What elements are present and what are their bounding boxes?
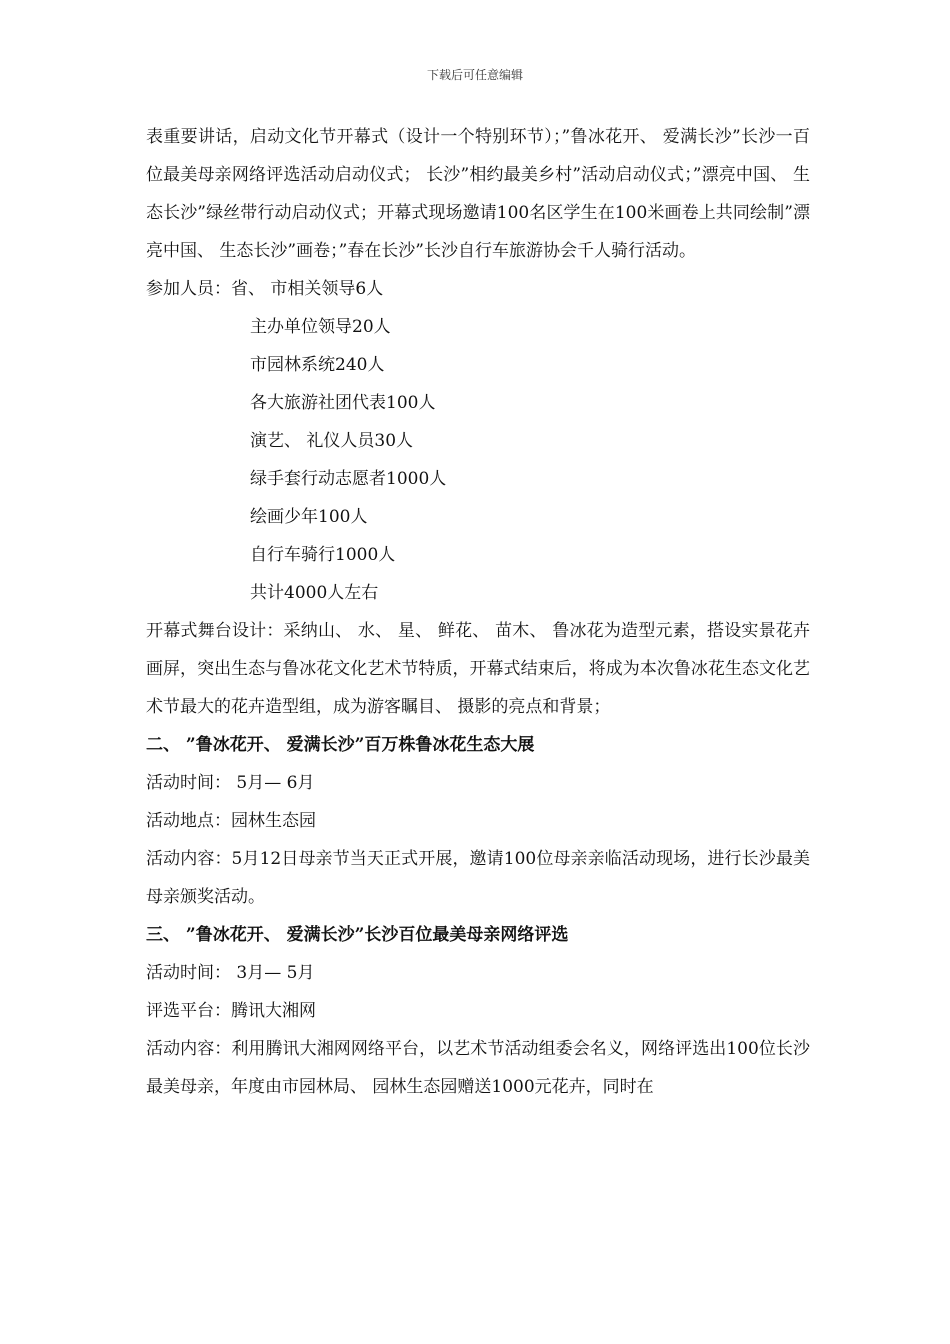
- document-body: [146, 118, 810, 1106]
- section-3-platform: 评选平台：腾讯大湘网: [146, 1001, 316, 1021]
- participant-item: 绘画少年100人: [250, 507, 368, 527]
- section-2-heading: 二、 ”鲁冰花开、 爱满长沙”百万株鲁冰花生态大展: [146, 735, 535, 755]
- opening-ceremony-paragraph: 表重要讲话，启动文化节开幕式（设计一个特别环节）；”鲁冰花开、 爱满长沙”长沙一百位最美母亲网络评选活动启动仪式； 长沙”相约最美乡村”活动启动仪式；”漂亮中国、 生态长沙”绿丝带行动启动仪式；开幕式现场邀请100名区学生在100米画卷上共同绘制”漂亮中国、 生态长沙”画卷；”春在长沙”长沙自行车旅游协会千人骑行活动。: [146, 127, 810, 261]
- page-header: 下载后可任意编辑: [426, 68, 523, 82]
- participant-item: 省、 市相关领导6人: [231, 279, 384, 299]
- section-2-time: 活动时间： 5月— 6月: [146, 773, 315, 793]
- section-3-time: 活动时间： 3月— 5月: [146, 963, 315, 983]
- stage-design-paragraph: 开幕式舞台设计：采纳山、 水、 星、 鲜花、 苗木、 鲁冰花为造型元素，搭设实景花卉画屏，突出生态与鲁冰花文化艺术节特质，开幕式结束后，将成为本次鲁冰花生态文化艺术节最大的花卉造型组，成为游客瞩目、 摄影的亮点和背景；: [146, 621, 810, 717]
- participant-item: 主办单位领导20人: [250, 317, 391, 337]
- participant-item: 演艺、 礼仪人员30人: [250, 431, 414, 451]
- participant-item: 自行车骑行1000人: [250, 545, 396, 565]
- participants-row: [146, 270, 810, 308]
- section-3-content: 活动内容：利用腾讯大湘网网络平台，以艺术节活动组委会名义，网络评选出100位长沙最美母亲，年度由市园林局、 园林生态园赠送1000元花卉，同时在: [146, 1039, 810, 1097]
- section-2-content: 活动内容：5月12日母亲节当天正式开展，邀请100位母亲亲临活动现场，进行长沙最美母亲颁奖活动。: [146, 849, 810, 907]
- participant-item: 绿手套行动志愿者1000人: [250, 469, 447, 489]
- section-2-place: 活动地点：园林生态园: [146, 811, 316, 831]
- participants-label: 参加人员：: [146, 279, 231, 299]
- section-3-heading: 三、 ”鲁冰花开、 爱满长沙”长沙百位最美母亲网络评选: [146, 925, 569, 945]
- participant-item: 各大旅游社团代表100人: [250, 393, 436, 413]
- participant-item: 市园林系统240人: [250, 355, 385, 375]
- participant-total: 共计4000人左右: [250, 583, 379, 603]
